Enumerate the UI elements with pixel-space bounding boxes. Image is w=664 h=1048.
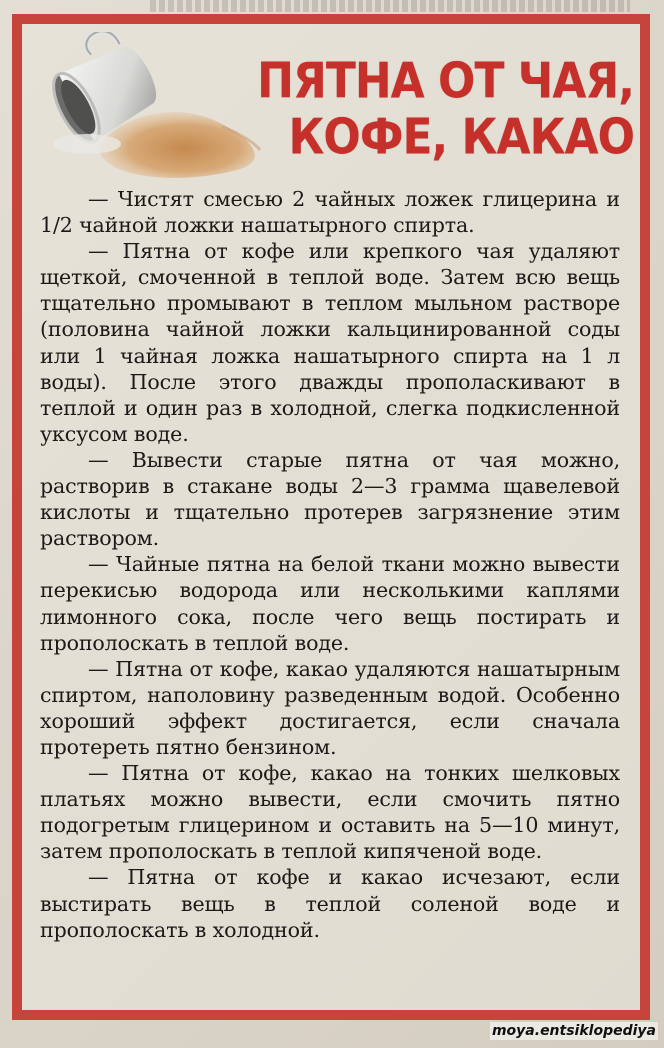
bleed-through-text [150, 0, 630, 12]
article-body [40, 186, 620, 943]
paragraph: — Вывести старые пятна от чая можно, растворив в стакане воды 2—3 грамма щавелевой кислоты и тщательно протерев загрязнение этим раствором. [40, 447, 620, 551]
article-title [222, 54, 634, 166]
title-line-1: ПЯТНА ОТ ЧАЯ, [257, 52, 634, 110]
title-line-2: КОФЕ, КАКАО [288, 108, 634, 166]
paragraph: — Пятна от кофе, какао удаляются нашатырным спиртом, наполовину разведенным водой. Особенно хороший эффект достигается, если сначала протереть пятно бензином. [40, 656, 620, 759]
paragraph: — Чайные пятна на белой ткани можно вывести перекисью водорода или несколькими каплями лимонного сока, после чего вещь постирать и прополоскать в теплой воде. [40, 552, 620, 655]
paragraph: — Пятна от кофе и какао исчезают, если выстирать вещь в теплой соленой воде и прополоскать в холодной. [40, 865, 620, 942]
paragraph: — Пятна от кофе или крепкого чая удаляют щеткой, смоченной в теплой воде. Затем всю вещь тщательно промывают в теплом мыльном растворе (половина чайной ложки кальцинированной соды или 1 чайная ложка нашатырного спирта на 1 л воды). После этого дважды прополаскивают в теплой и один раз в холодной, слегка подкисленной уксусом воде. [40, 239, 620, 446]
watermark: moya.entsiklopediya [491, 1023, 656, 1039]
paragraph: — Пятна от кофе, какао на тонких шелковых платьях можно вывести, если смочить пятно подогретым глицерином и оставить на 5—10 минут, затем прополоскать в теплой кипяченой воде. [40, 761, 620, 864]
paragraph: — Чистят смесью 2 чайных ложек глицерина и 1/2 чайной ложки нашатырного спирта. [40, 187, 620, 238]
